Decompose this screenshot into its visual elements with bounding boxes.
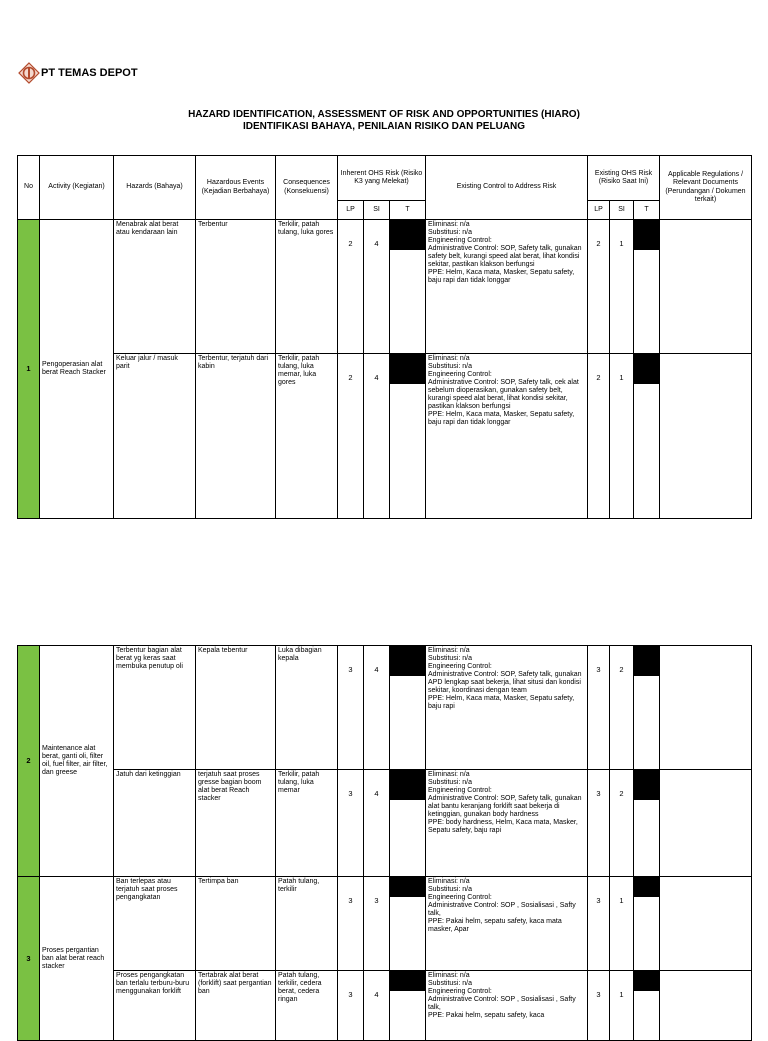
header-existing-lp: LP — [588, 201, 610, 220]
document-title: HAZARD IDENTIFICATION, ASSESSMENT OF RISK AND OPPORTUNITIES (HIARO) — [188, 109, 580, 120]
document-subtitle: IDENTIFIKASI BAHAYA, PENILAIAN RISIKO DAN PELUANG — [242, 121, 526, 132]
control-administrative: Administrative Control: SOP, Safety talk, gunakan APD lengkap saat bekerja, lihat situsi dan kondisi sekitar, koordinasi dengan team — [428, 671, 582, 694]
table-row — [18, 220, 752, 354]
control-administrative: Administrative Control: SOP, Safety talk, gunakan alat bantu keranjang forklift saat bekerja di ketinggian, gunakan body hardness — [428, 795, 582, 818]
control-substitusi: Substitusi: n/a — [428, 229, 472, 236]
control-substitusi: Substitusi: n/a — [428, 980, 472, 987]
company-name: PT TEMAS DEPOT — [41, 67, 138, 79]
control-administrative: Administrative Control: SOP, Safety talk, gunakan safety belt, kurangi speed alat berat, lihat kondisi sekitar, pastikan klakson berfungsi — [428, 245, 582, 268]
header-existing-risk: Existing OHS Risk (Risiko Saat Ini) — [588, 156, 660, 201]
inherent-si: 4 — [364, 770, 390, 877]
header-activity: Activity (Kegiatan) — [40, 156, 114, 220]
hazard-cell: Proses pengangkatan ban terlalu terburu-buru menggunakan forklift — [114, 971, 196, 1041]
existing-lp: 3 — [588, 971, 610, 1041]
inherent-si: 4 — [364, 646, 390, 770]
event-cell: terjatuh saat proses gresse bagian boom alat berat Reach stacker — [196, 770, 276, 877]
control-engineering: Engineering Control: — [428, 371, 492, 378]
control-cell — [426, 877, 588, 971]
regulations-cell — [660, 770, 752, 877]
control-substitusi: Substitusi: n/a — [428, 363, 472, 370]
header-existing-control: Existing Control to Address Risk — [426, 156, 588, 220]
consequence-cell: Terkilir, patah tulang, luka memar, luka gores — [276, 354, 338, 519]
hazard-cell: Keluar jalur / masuk parit — [114, 354, 196, 519]
inherent-t-swatch — [390, 354, 426, 519]
header-existing-t: T — [634, 201, 660, 220]
header-t: T — [390, 201, 426, 220]
control-engineering: Engineering Control: — [428, 663, 492, 670]
existing-t-swatch — [634, 354, 660, 519]
hazard-cell: Menabrak alat berat atau kendaraan lain — [114, 220, 196, 354]
control-cell — [426, 770, 588, 877]
table-row — [18, 770, 752, 877]
control-ppe: PPE: Helm, Kaca mata, Masker, Sepatu safety, baju rapi — [428, 695, 575, 710]
regulations-cell — [660, 877, 752, 971]
hazard-cell: Terbentur bagian alat berat yg keras saat membuka penutup oli — [114, 646, 196, 770]
inherent-lp: 2 — [338, 354, 364, 519]
control-administrative: Administrative Control: SOP, Safety talk, cek alat sebelum dioperasikan, gunakan safety belt, kurangi speed alat berat, lihat kondisi sekitar, pastikan klakson berfungsi — [428, 379, 579, 410]
header-inherent-risk: Inherent OHS Risk (Risiko K3 yang Melekat) — [338, 156, 426, 201]
control-ppe: PPE: Pakai helm, sepatu safety, kaca — [428, 1012, 545, 1019]
consequence-cell: Terkilir, patah tulang, luka gores — [276, 220, 338, 354]
activity-cell: Proses pergantian ban alat berat reach stacker — [40, 877, 114, 1041]
consequence-cell: Patah tulang, terkilir, cedera berat, cedera ringan — [276, 971, 338, 1041]
existing-si: 1 — [610, 877, 634, 971]
consequence-cell: Patah tulang, terkilir — [276, 877, 338, 971]
inherent-lp: 3 — [338, 770, 364, 877]
header-lp: LP — [338, 201, 364, 220]
control-cell — [426, 646, 588, 770]
header-regulations: Applicable Regulations / Relevant Documents (Perundangan / Dokumen terkait) — [660, 156, 752, 220]
header-consequences: Consequences (Konsekuensi) — [276, 156, 338, 220]
existing-t-swatch — [634, 971, 660, 1041]
hazard-cell: Ban terlepas atau terjatuh saat proses pengangkatan — [114, 877, 196, 971]
existing-lp: 3 — [588, 646, 610, 770]
control-substitusi: Substitusi: n/a — [428, 779, 472, 786]
control-cell — [426, 971, 588, 1041]
table-row — [18, 971, 752, 1041]
existing-lp: 2 — [588, 354, 610, 519]
inherent-lp: 3 — [338, 877, 364, 971]
control-ppe: PPE: body hardness, Helm, Kaca mata, Masker, Sepatu safety, baju rapi — [428, 819, 578, 834]
existing-t-swatch — [634, 770, 660, 877]
row-number: 3 — [18, 877, 40, 1041]
activity-cell: Maintenance alat berat, ganti oli, filter oil, fuel filter, air filter, dan greese — [40, 646, 114, 877]
event-cell: Terbentur — [196, 220, 276, 354]
regulations-cell — [660, 220, 752, 354]
existing-si: 2 — [610, 646, 634, 770]
header-si: SI — [364, 201, 390, 220]
existing-lp: 3 — [588, 877, 610, 971]
consequence-cell: Terkilir, patah tulang, luka memar — [276, 770, 338, 877]
control-engineering: Engineering Control: — [428, 988, 492, 995]
control-ppe: PPE: Helm, Kaca mata, Masker, Sepatu safety, baju rapi dan tidak longgar — [428, 269, 575, 284]
existing-si: 1 — [610, 220, 634, 354]
inherent-t-swatch — [390, 220, 426, 354]
control-engineering: Engineering Control: — [428, 237, 492, 244]
control-ppe: PPE: Helm, Kaca mata, Masker, Sepatu safety, baju rapi dan tidak longgar — [428, 411, 575, 426]
event-cell: Kepala tebentur — [196, 646, 276, 770]
control-administrative: Administrative Control: SOP , Sosialisasi , Safty talk, — [428, 902, 576, 917]
inherent-t-swatch — [390, 646, 426, 770]
existing-t-swatch — [634, 220, 660, 354]
existing-t-swatch — [634, 877, 660, 971]
existing-si: 2 — [610, 770, 634, 877]
inherent-t-swatch — [390, 877, 426, 971]
inherent-lp: 2 — [338, 220, 364, 354]
inherent-si: 4 — [364, 971, 390, 1041]
inherent-si: 3 — [364, 877, 390, 971]
control-eliminasi: Eliminasi: n/a — [428, 972, 470, 979]
event-cell: Terbentur, terjatuh dari kabin — [196, 354, 276, 519]
consequence-cell: Luka dibagian kepala — [276, 646, 338, 770]
inherent-t-swatch — [390, 770, 426, 877]
control-cell — [426, 354, 588, 519]
control-substitusi: Substitusi: n/a — [428, 886, 472, 893]
control-eliminasi: Eliminasi: n/a — [428, 647, 470, 654]
control-eliminasi: Eliminasi: n/a — [428, 355, 470, 362]
hazard-cell: Jatuh dari ketinggian — [114, 770, 196, 877]
header-hazards: Hazards (Bahaya) — [114, 156, 196, 220]
hiaro-table-page-2 — [17, 645, 752, 1041]
activity-cell: Pengoperasian alat berat Reach Stacker — [40, 220, 114, 519]
regulations-cell — [660, 646, 752, 770]
inherent-si: 4 — [364, 354, 390, 519]
inherent-lp: 3 — [338, 646, 364, 770]
header-events: Hazardous Events (Kejadian Berbahaya) — [196, 156, 276, 220]
company-logo — [18, 62, 138, 84]
control-substitusi: Substitusi: n/a — [428, 655, 472, 662]
table-row — [18, 354, 752, 519]
hiaro-table-page-1 — [17, 155, 752, 519]
existing-lp: 2 — [588, 220, 610, 354]
control-cell — [426, 220, 588, 354]
table-row — [18, 646, 752, 770]
existing-lp: 3 — [588, 770, 610, 877]
control-eliminasi: Eliminasi: n/a — [428, 221, 470, 228]
inherent-lp: 3 — [338, 971, 364, 1041]
control-eliminasi: Eliminasi: n/a — [428, 771, 470, 778]
control-engineering: Engineering Control: — [428, 787, 492, 794]
control-administrative: Administrative Control: SOP , Sosialisasi , Safty talk, — [428, 996, 576, 1011]
event-cell: Tertimpa ban — [196, 877, 276, 971]
inherent-t-swatch — [390, 971, 426, 1041]
inherent-si: 4 — [364, 220, 390, 354]
control-engineering: Engineering Control: — [428, 894, 492, 901]
header-existing-si: SI — [610, 201, 634, 220]
regulations-cell — [660, 354, 752, 519]
control-ppe: PPE: Pakai helm, sepatu safety, kaca mata masker, Apar — [428, 918, 562, 933]
table-row — [18, 877, 752, 971]
row-number: 2 — [18, 646, 40, 877]
regulations-cell — [660, 971, 752, 1041]
existing-si: 1 — [610, 354, 634, 519]
event-cell: Tertabrak alat berat (forklift) saat pergantian ban — [196, 971, 276, 1041]
existing-t-swatch — [634, 646, 660, 770]
row-number: 1 — [18, 220, 40, 519]
header-no: No — [18, 156, 40, 220]
header-row — [18, 156, 752, 201]
control-eliminasi: Eliminasi: n/a — [428, 878, 470, 885]
existing-si: 1 — [610, 971, 634, 1041]
company-emblem-icon — [18, 62, 40, 84]
